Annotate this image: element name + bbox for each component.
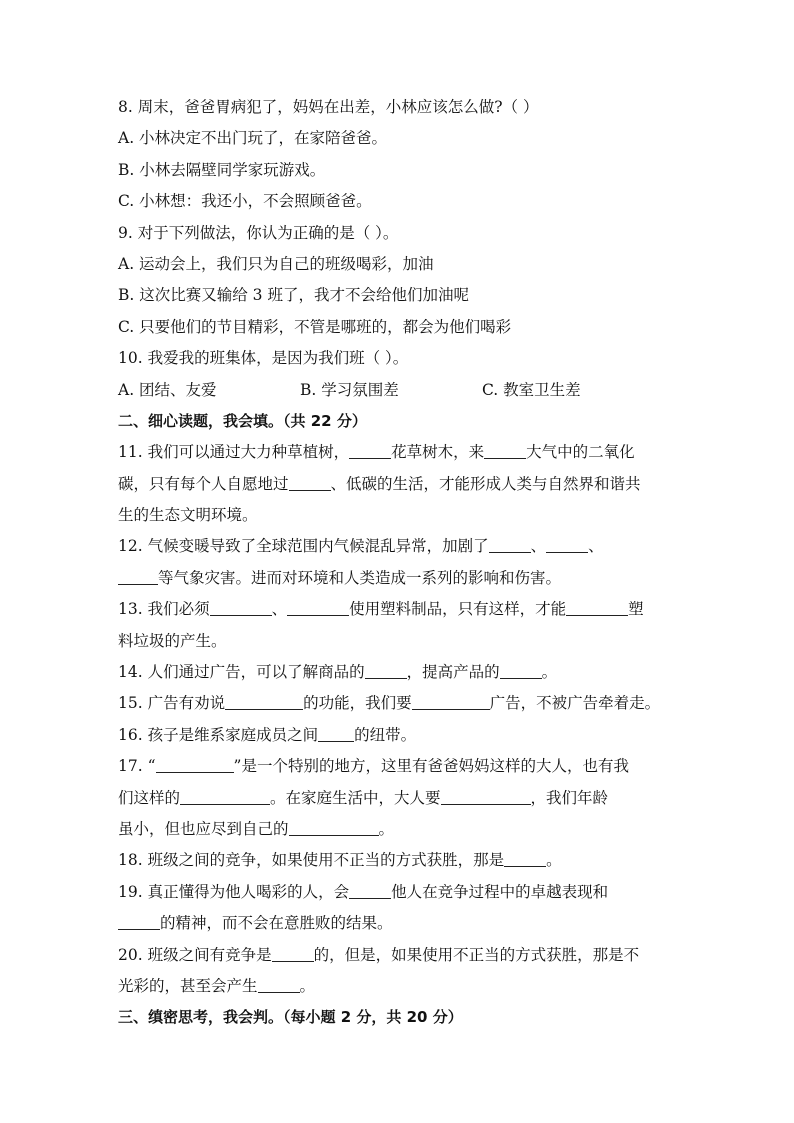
- q10-option-a: A. 团结、友爱: [118, 380, 217, 399]
- fill-blank[interactable]: [504, 848, 546, 867]
- fill-blank[interactable]: [566, 597, 628, 616]
- fill-blank[interactable]: [412, 691, 490, 710]
- q9-stem: 9. 对于下列做法，你认为正确的是（ ）。: [118, 223, 399, 242]
- fill-blank[interactable]: [289, 472, 331, 491]
- fill-blank[interactable]: [118, 566, 158, 585]
- q10-option-c: C. 教室卫生差: [482, 380, 581, 399]
- q10-stem: 10. 我爱我的班集体，是因为我们班（ ）。: [118, 349, 409, 368]
- q10-options: [118, 375, 693, 406]
- q8-stem: 8. 周末，爸爸胃病犯了，妈妈在出差，小林应该怎么做?（ ）: [118, 98, 539, 116]
- fill-blank[interactable]: [156, 754, 234, 773]
- fill-blank[interactable]: [272, 943, 314, 962]
- fill-blank[interactable]: [258, 974, 300, 993]
- section-2-heading: 二、细心读题，我会填。（共 22 分）: [118, 411, 367, 430]
- q8-option-b: B. 小林去隔壁同学家玩游戏。: [118, 160, 326, 179]
- q10-option-b: B. 学习氛围差: [300, 380, 399, 399]
- section-3-heading: 三、缜密思考，我会判。（每小题 2 分，共 20 分）: [118, 1008, 463, 1027]
- fill-blank[interactable]: [287, 597, 349, 616]
- q11-line-1: 11. 我们可以通过大力种草植树， 花草树木，来 大气中的二氧化: [118, 437, 693, 468]
- fill-blank[interactable]: [210, 597, 272, 616]
- q13-line-2: 料垃圾的产生。: [118, 631, 227, 650]
- q17-line-3: 虽小，但也应尽到自己的 。: [118, 814, 693, 845]
- q14: 14. 人们通过广告，可以了解商品的 ，提高产品的 。: [118, 657, 693, 688]
- fill-blank[interactable]: [489, 534, 531, 553]
- q12-line-1: 12. 气候变暖导致了全球范围内气候混乱异常，加剧了 、 、: [118, 531, 693, 562]
- q20-line-2: 光彩的，甚至会产生 。: [118, 971, 693, 1002]
- q9-option-b: B. 这次比赛又输给 3 班了，我才不会给他们加油呢: [118, 286, 469, 305]
- fill-blank[interactable]: [484, 440, 526, 459]
- fill-blank[interactable]: [546, 534, 588, 553]
- fill-blank[interactable]: [349, 440, 391, 459]
- fill-blank[interactable]: [289, 817, 379, 836]
- q8-option-c: C. 小林想：我还小，不会照顾爸爸。: [118, 192, 372, 211]
- fill-blank[interactable]: [118, 911, 160, 930]
- q19-line-2: 的精神，而不会在意胜败的结果。: [118, 908, 693, 939]
- q20-line-1: 20. 班级之间有竞争是 的，但是，如果使用不正当的方式获胜，那是不: [118, 940, 693, 971]
- fill-blank[interactable]: [349, 880, 391, 899]
- q18: 18. 班级之间的竞争，如果使用不正当的方式获胜，那是 。: [118, 845, 693, 876]
- q13-line-1: 13. 我们必须 、 使用塑料制品，只有这样，才能 塑: [118, 594, 693, 625]
- fill-blank[interactable]: [180, 786, 270, 805]
- q8-option-a: A. 小林决定不出门玩了，在家陪爸爸。: [118, 129, 388, 148]
- q11-line-2: 碳，只有每个人自愿地过 、低碳的生活，才能形成人类与自然界和谐共: [118, 469, 693, 500]
- q15: 15. 广告有劝说 的功能，我们要 广告，不被广告牵着走。: [118, 688, 693, 719]
- fill-blank[interactable]: [318, 723, 354, 742]
- q9-option-a: A. 运动会上，我们只为自己的班级喝彩，加油: [118, 254, 434, 273]
- q16: 16. 孩子是维系家庭成员之间 的纽带。: [118, 720, 693, 751]
- q11-line-3: 生的生态文明环境。: [118, 506, 258, 525]
- fill-blank[interactable]: [500, 660, 542, 679]
- q9-option-c: C. 只要他们的节目精彩，不管是哪班的，都会为他们喝彩: [118, 317, 512, 336]
- q12-line-2: 等气象灾害。进而对环境和人类造成一系列的影响和伤害。: [118, 563, 693, 594]
- q19-line-1: 19. 真正懂得为他人喝彩的人，会 他人在竞争过程中的卓越表现和: [118, 877, 693, 908]
- fill-blank[interactable]: [365, 660, 407, 679]
- q17-line-1: 17. “ ”是一个特别的地方，这里有爸爸妈妈这样的大人，也有我: [118, 751, 693, 782]
- fill-blank[interactable]: [225, 691, 303, 710]
- q17-line-2: 们这样的 。在家庭生活中，大人要 ，我们年龄: [118, 783, 693, 814]
- fill-blank[interactable]: [441, 786, 531, 805]
- exam-page: [118, 92, 693, 1034]
